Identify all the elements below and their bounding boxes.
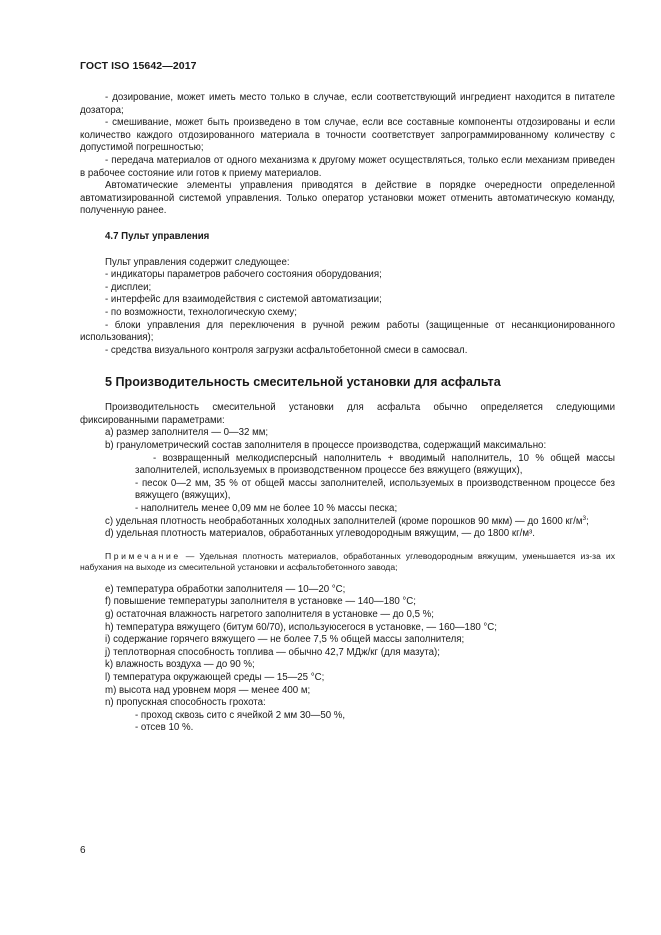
list-item: - блоки управления для переключения в ручной режим работы (защищенные от несанкционированного использования); bbox=[80, 319, 615, 344]
list-item: n) пропускная способность грохота: bbox=[105, 697, 266, 709]
list-item: m) высота над уровнем моря — менее 400 м; bbox=[105, 684, 311, 696]
sub-list-item: - наполнитель менее 0,09 мм не более 10 % массы песка; bbox=[135, 503, 398, 515]
list-item bbox=[80, 516, 615, 529]
list-item: l) температура окружающей среды — 15—25 °С; bbox=[105, 671, 325, 683]
list-item: - дисплеи; bbox=[105, 281, 152, 293]
list-item: - интерфейс для взаимодействия с системой автоматизации; bbox=[105, 294, 382, 306]
paragraph: Пульт управления содержит следующее: bbox=[105, 256, 290, 268]
paragraph: - дозирование, может иметь место только в случае, если соответствующий ингредиент находится в питателе дозатора; bbox=[80, 92, 615, 116]
list-item: f) повышение температуры заполнителя в установке — 140—180 °С; bbox=[105, 596, 416, 608]
list-item: е) температура обработки заполнителя — 10—20 °С; bbox=[105, 583, 346, 595]
list-item: g) остаточная влажность нагретого заполнителя в установке — до 0,5 %; bbox=[105, 609, 434, 620]
list-item: - по возможности, технологическую схему; bbox=[105, 306, 297, 318]
note-label: Примечание bbox=[105, 550, 181, 561]
list-item: а) размер заполнителя — 0—32 мм; bbox=[105, 427, 269, 439]
list-item: j) теплотворная способность топлива — обычно 42,7 МДж/кг (для мазута); bbox=[105, 646, 440, 658]
sub-list-item: - отсев 10 %. bbox=[135, 722, 194, 734]
list-item: - индикаторы параметров рабочего состояния оборудования; bbox=[105, 269, 382, 281]
sub-list-item: - возвращенный мелкодисперсный наполнитель + вводимый наполнитель, 10 % общей массы заполнителей, используемых в производственном процессе без вяжущего (вяжущих), bbox=[135, 452, 615, 477]
note-text: — Удельная плотность материалов, обработанных углеводородным вяжущим, уменьшается из-за их набухания на выходе из смесительной установки и асфальтобетонного завода; bbox=[80, 550, 615, 573]
list-item: - средства визуального контроля загрузки асфальтобетонной смеси в самосвал. bbox=[105, 344, 468, 356]
list-item: h) температура вяжущего (битум 60/70), используюсегося в установке, — 160—180 °С; bbox=[105, 621, 497, 633]
paragraph: Автоматические элементы управления приводятся в действие в порядке очередности определенной автоматизированной системой управления. Только оператор установки может отменить автоматическую команду, полученную ранее. bbox=[80, 180, 615, 217]
section-heading-4-7: 4.7 Пульт управления bbox=[105, 230, 210, 242]
list-item: i) содержание горячего вяжущего — не более 7,5 % общей массы заполнителя; bbox=[105, 634, 465, 646]
sub-list-item: - песок 0—2 мм, 35 % от общей массы заполнителей, используемых в производственном процессе без вяжущего (вяжущих), bbox=[135, 477, 615, 502]
paragraph: Производительность смесительной установки для асфальта обычно определяется следующими фиксированными параметрами: bbox=[80, 402, 615, 426]
paragraph: - смешивание, может быть произведено в том случае, если все составные компоненты отдозированы и если количество каждого отдозированного материала в точности соответствует запрограммированному количеству с допустимой погрешностью; bbox=[80, 117, 615, 154]
superscript: 3 bbox=[582, 514, 587, 522]
paragraph: - передача материалов от одного механизма к другому может осуществляться, только если механизм приведен в рабочее состояние или готов к приему материалов. bbox=[80, 154, 615, 179]
page-number: 6 bbox=[80, 845, 86, 856]
sub-list-item: - проход сквозь сито с ячейкой 2 мм 30—50 %, bbox=[135, 709, 346, 721]
section-heading-5: 5 Производительность смесительной установки для асфальта bbox=[105, 375, 501, 390]
item-text-end: ; bbox=[586, 515, 589, 527]
page-content bbox=[80, 92, 615, 735]
list-item: d) удельная плотность материалов, обработанных углеводородным вяжущим, — до 1800 кг/м³. bbox=[105, 528, 535, 540]
list-item: k) влажность воздуха — до 90 %; bbox=[105, 659, 255, 671]
list-item: b) гранулометрический состав заполнителя в процессе производства, содержащий максимально: bbox=[105, 440, 547, 452]
standard-header: ГОСТ ISO 15642—2017 bbox=[80, 60, 197, 72]
item-text: c) удельная плотность необработанных холодных заполнителей (кроме порошков 90 мкм) — до 1600 кг/м bbox=[105, 515, 583, 527]
note bbox=[80, 551, 615, 574]
